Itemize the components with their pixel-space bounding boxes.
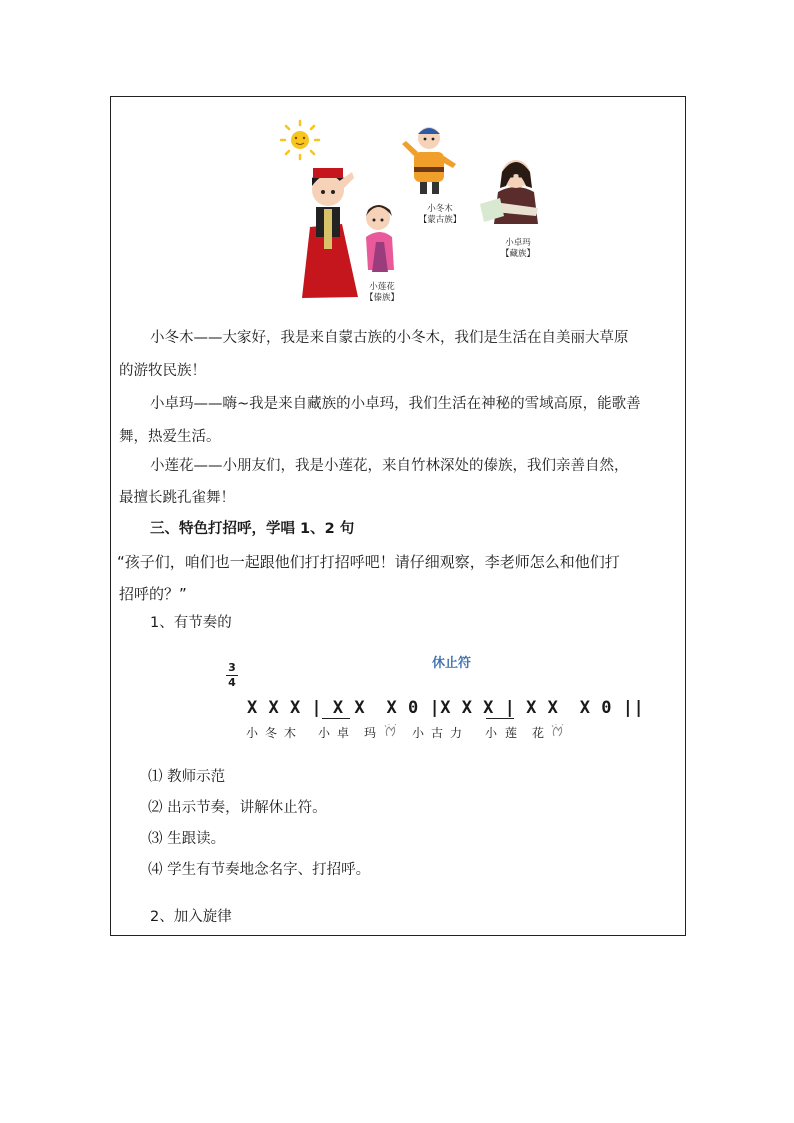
beam-line-2 xyxy=(486,718,514,719)
caption-mongol-name: 小冬木 xyxy=(427,204,453,214)
lyric-6: 玛 xyxy=(364,726,377,740)
intro-p3-line2: 最擅长跳孔雀舞！ xyxy=(119,490,235,506)
rhythm-notation: X X X | X X X 0 |X X X | X X X 0 || xyxy=(247,698,645,718)
lyric-11: 莲 xyxy=(505,726,518,740)
section3-sub1: 1、有节奏的 xyxy=(150,615,232,631)
intro-p3-line1: 小莲花——小朋友们，我是小莲花，来自竹林深处的傣族，我们亲善自然， xyxy=(150,458,629,474)
section3-heading: 三、特色打招呼，学唱 1、2 句 xyxy=(150,521,355,537)
intro-p1-line2: 的游牧民族！ xyxy=(119,363,206,379)
time-signature-top: 3 xyxy=(228,661,236,674)
section3-sub2: 2、加入旋律 xyxy=(150,909,232,925)
lyric-9: 力 xyxy=(450,726,463,740)
mongol-boy-figure xyxy=(402,127,456,194)
caption-tibetan-ethnicity: 【藏族】 xyxy=(500,249,535,259)
caption-tibetan-name: 小卓玛 xyxy=(505,238,531,248)
step-4: ⑷ 学生有节奏地念名字、打招呼。 xyxy=(148,862,371,878)
caption-dai xyxy=(352,282,412,304)
dai-girl-figure xyxy=(366,205,394,272)
tibetan-girl-figure xyxy=(480,160,538,224)
lyric-1: 小 xyxy=(246,726,259,740)
sun-icon xyxy=(281,121,319,159)
rest-note-label: 休止符 xyxy=(432,656,472,671)
caption-tibetan xyxy=(488,238,548,260)
caption-dai-ethnicity: 【傣族】 xyxy=(364,293,399,303)
clap-hands-icon xyxy=(384,724,400,738)
intro-p2-line2: 舞，热爱生活。 xyxy=(119,429,221,445)
lyric-7: 小 xyxy=(412,726,425,740)
lyric-2: 冬 xyxy=(265,726,278,740)
intro-p1-line1: 小冬木——大家好，我是来自蒙古族的小冬木，我们是生活在自美丽大草原 xyxy=(150,330,629,346)
caption-mongol xyxy=(410,204,470,226)
section3-quote-line1: “孩子们，咱们也一起跟他们打打招呼吧！请仔细观察，李老师怎么和他们打 xyxy=(117,553,620,571)
clap-hands-icon xyxy=(551,724,567,738)
lyric-3: 木 xyxy=(284,726,297,740)
caption-mongol-ethnicity: 【蒙古族】 xyxy=(418,215,462,225)
caption-dai-name: 小莲花 xyxy=(369,282,395,292)
beam-line-1 xyxy=(322,718,350,719)
intro-p2-line1: 小卓玛——嗨~我是来自藏族的小卓玛，我们生活在神秘的雪域高原，能歌善 xyxy=(150,396,641,412)
lyric-4: 小 xyxy=(318,726,331,740)
step-3: ⑶ 生跟读。 xyxy=(148,831,226,847)
lyric-8: 古 xyxy=(431,726,444,740)
lyric-5: 卓 xyxy=(337,726,350,740)
section3-quote-line2: 招呼的？” xyxy=(119,585,187,603)
step-1: ⑴ 教师示范 xyxy=(148,769,226,785)
time-signature xyxy=(226,662,238,689)
step-2: ⑵ 出示节奏，讲解休止符。 xyxy=(148,800,327,816)
red-robe-boy-figure xyxy=(302,168,358,298)
lyric-12: 花 xyxy=(532,726,545,740)
lyric-10: 小 xyxy=(485,726,498,740)
time-signature-bottom: 4 xyxy=(228,676,236,689)
